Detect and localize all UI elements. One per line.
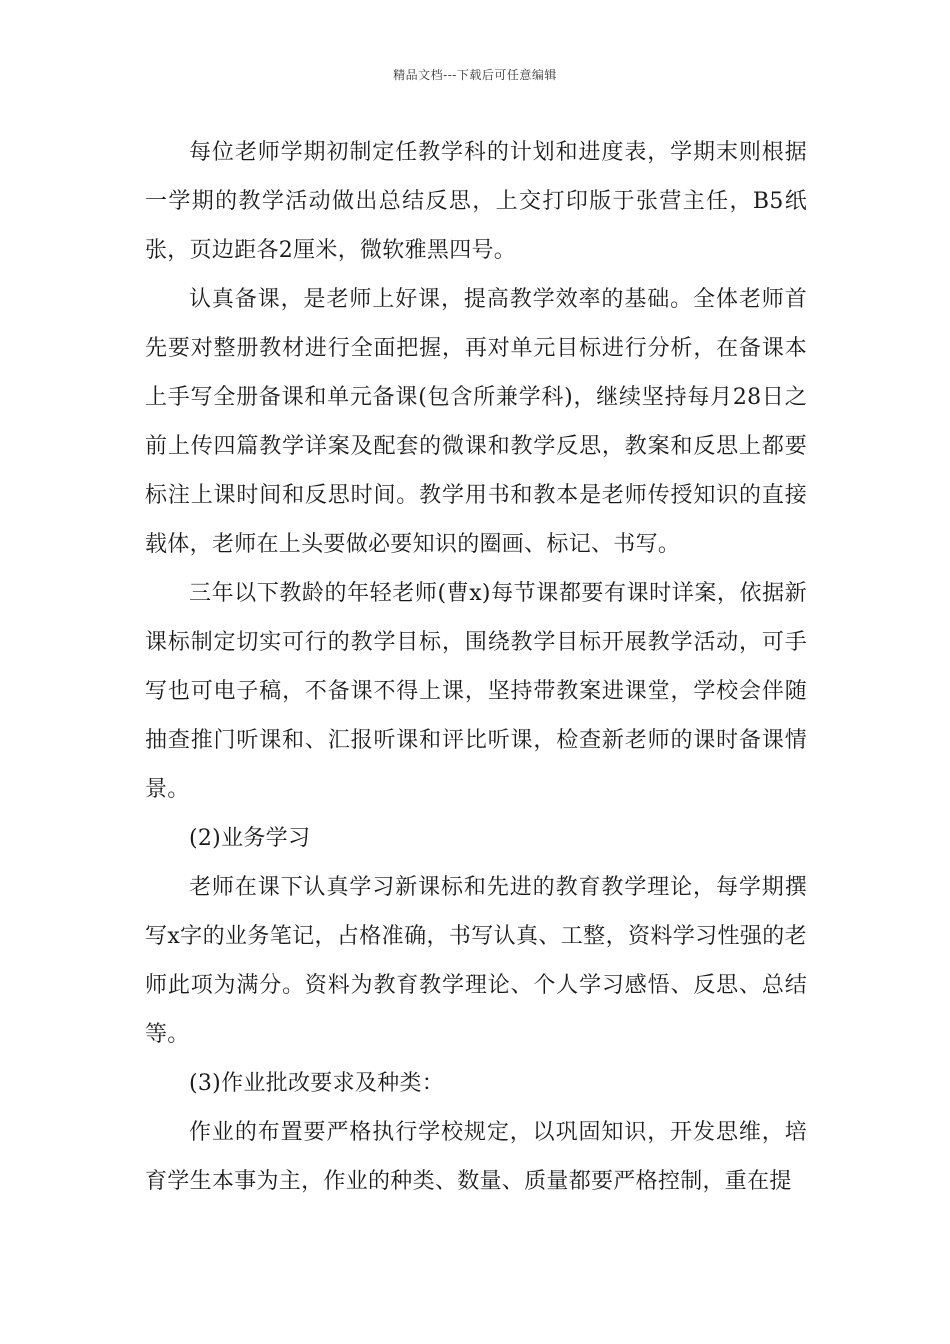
paragraph-homework: 作业的布置要严格执行学校规定，以巩固知识，开发思维，培育学生本事为主，作业的种类、数量、质量都要严格控制，重在提 <box>145 1120 807 1194</box>
document-body <box>145 128 807 1206</box>
paragraph-lesson-prep: 认真备课，是老师上好课，提高教学效率的基础。全体老师首先要对整册教材进行全面把握，再对单元目标进行分析，在备课本上手写全册备课和单元备课(包含所兼学科)，继续坚持每月28日之前上传四篇教学详案及配套的微课和教学反思，教案和反思上都要标注上课时间和反思时间。教学用书和教本是老师传授知识的直接载体，老师在上头要做必要知识的圈画、标记、书写。 <box>145 287 807 557</box>
page-header: 精品文档---下载后可任意编辑 <box>393 68 557 82</box>
paragraph-plan-summary: 每位老师学期初制定任教学科的计划和进度表，学期末则根据一学期的教学活动做出总结反思，上交打印版于张营主任，B5纸张，页边距各2厘米，微软雅黑四号。 <box>145 140 807 263</box>
paragraph-study: 老师在课下认真学习新课标和先进的教育教学理论，每学期撰写x字的业务笔记，占格准确，书写认真、工整，资料学习性强的老师此项为满分。资料为教育教学理论、个人学习感悟、反思、总结等。 <box>145 875 807 1047</box>
section-heading-homework: (3)作业批改要求及种类： <box>189 1071 445 1096</box>
paragraph-young-teachers: 三年以下教龄的年轻老师(曹x)每节课都要有课时详案，依据新课标制定切实可行的教学目标，围绕教学目标开展教学活动，可手写也可电子稿，不备课不得上课，坚持带教案进课堂，学校会伴随抽查推门听课和、汇报听课和评比听课，检查新老师的课时备课情景。 <box>145 581 807 802</box>
section-heading-study: (2)业务学习 <box>189 826 311 851</box>
